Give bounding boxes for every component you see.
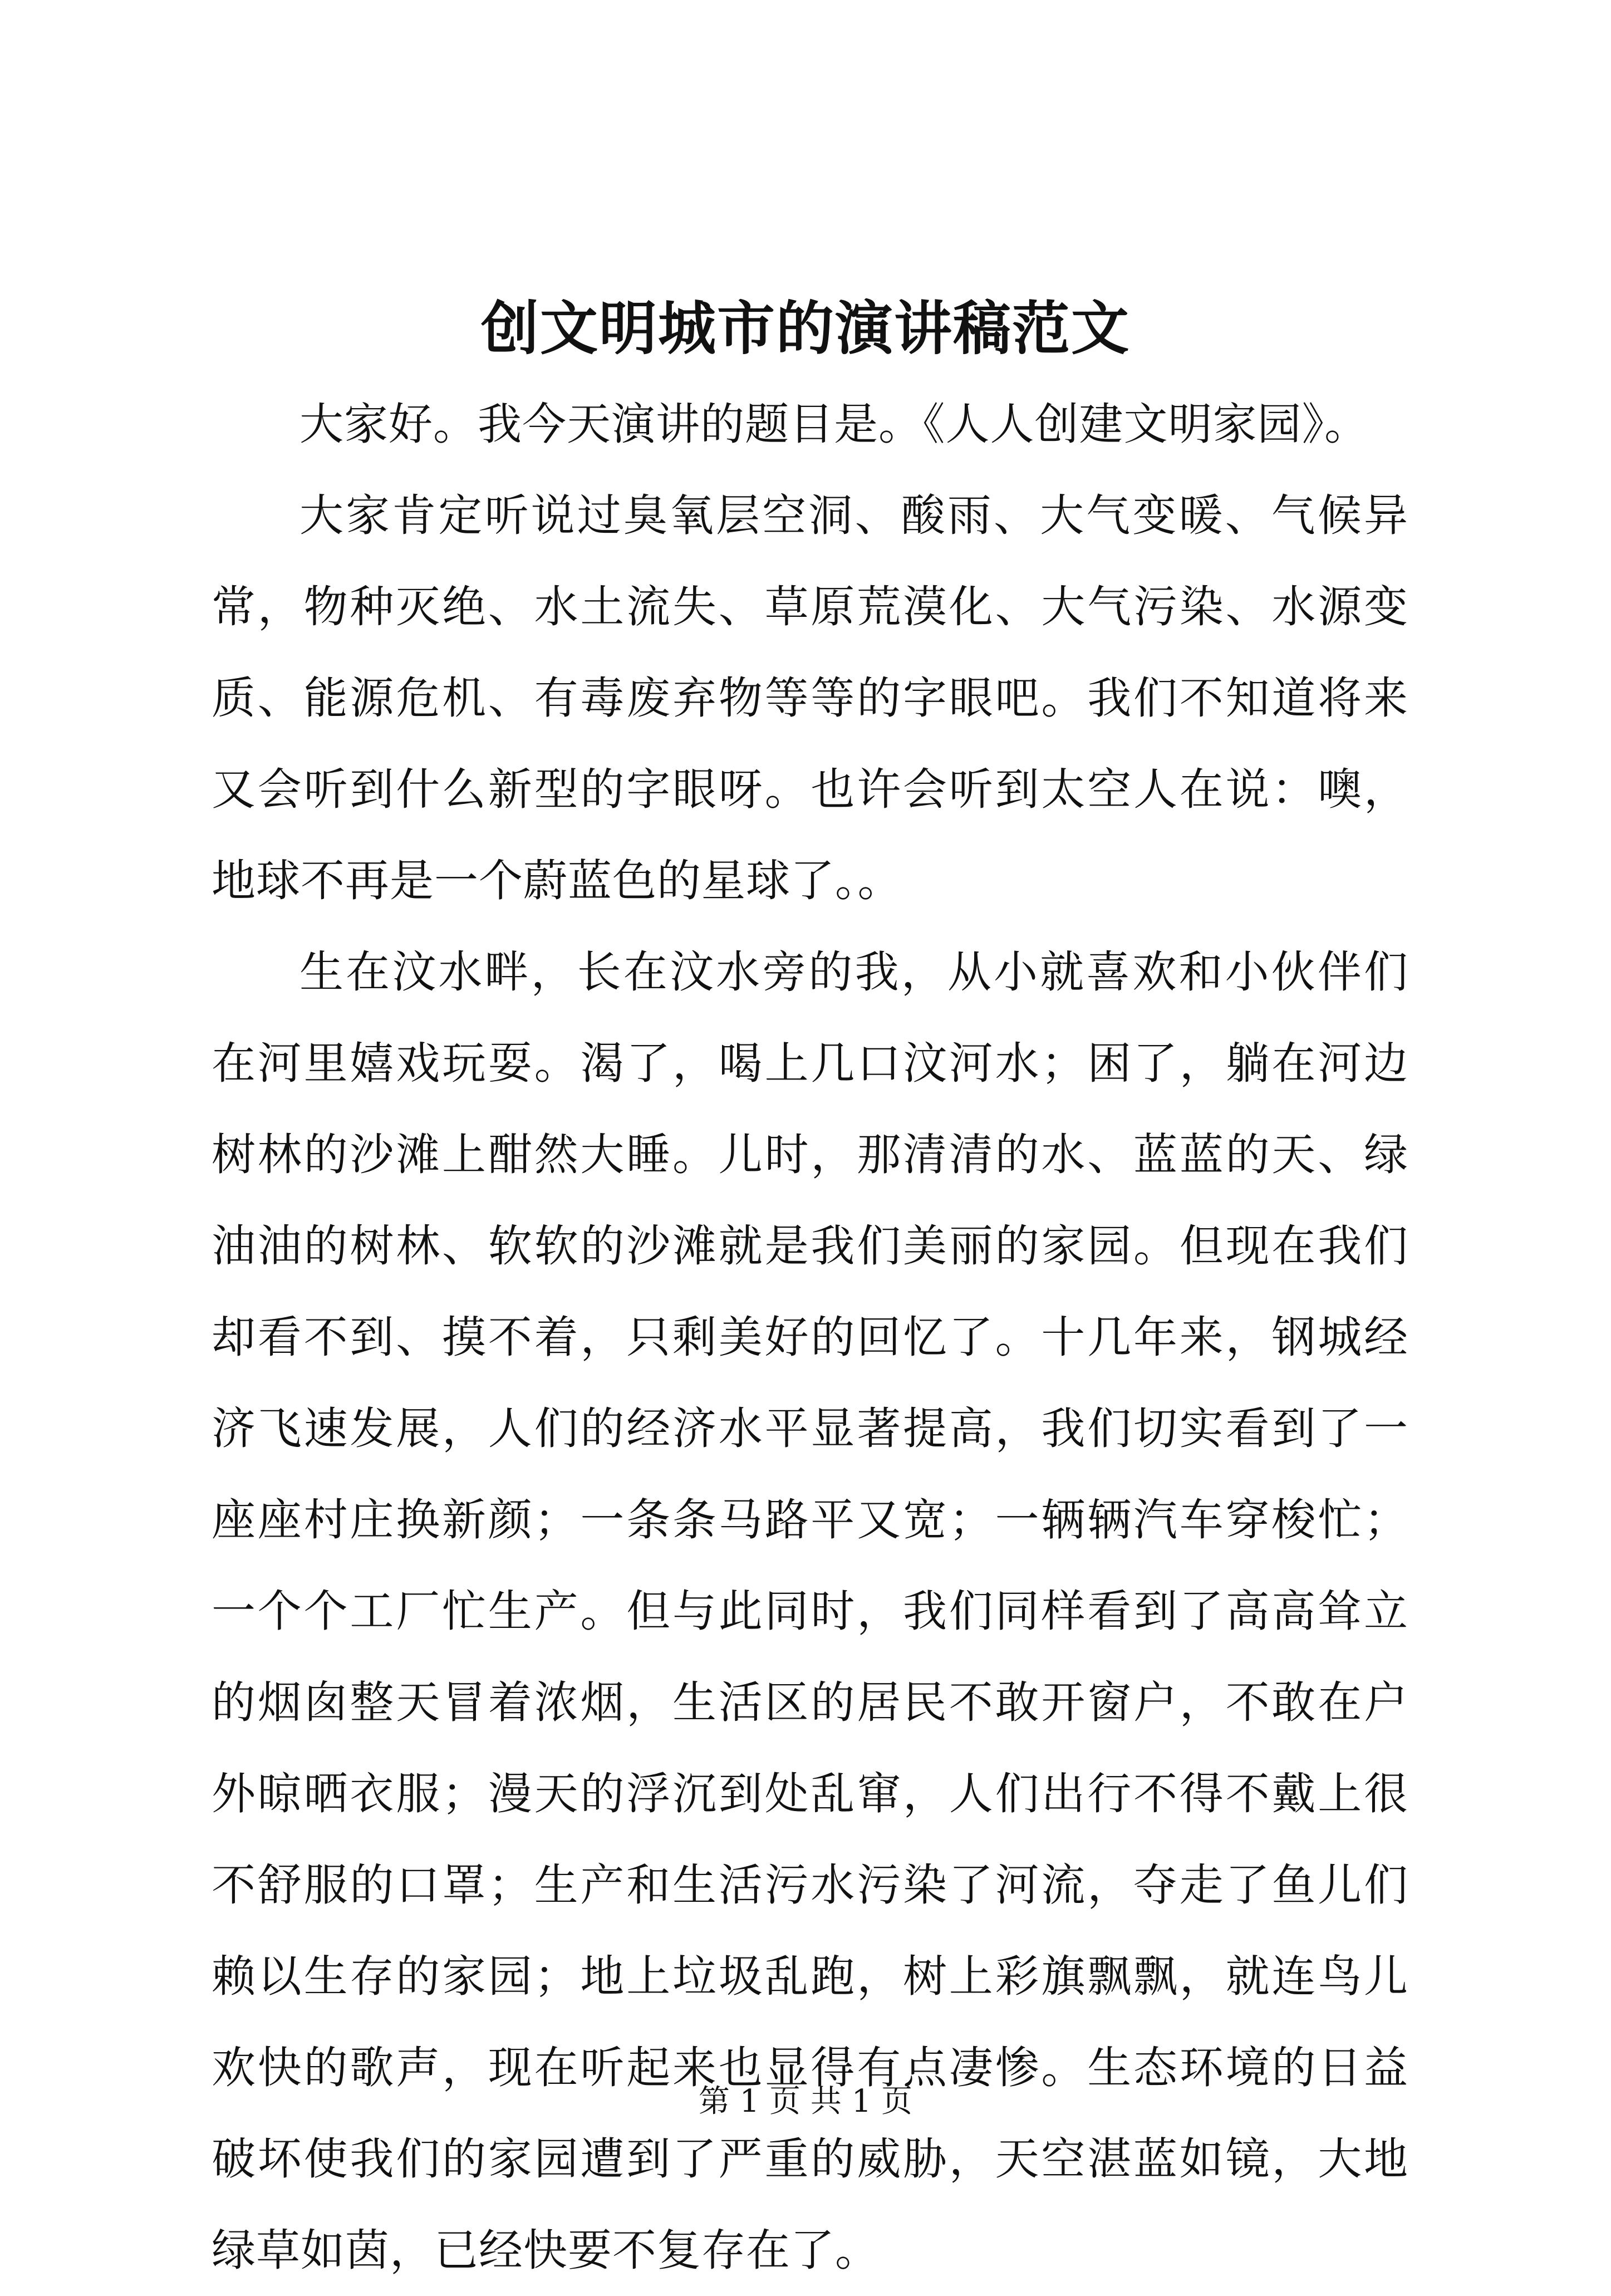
paragraph-environment-problems: 大家肯定听说过臭氧层空洞、酸雨、大气变暖、气候异常，物种灭绝、水土流失、草原荒漠化、大气污染、水源变质、能源危机、有毒废弃物等等的字眼吧。我们不知道将来又会听到什么新型的字眼呀。也许会听到太空人在说：噢，地球不再是一个蔚蓝色的星球了。。 [212,490,1408,906]
paragraph-hometown: 生在汶水畔，长在汶水旁的我，从小就喜欢和小伙伴们在河里嬉戏玩耍。渴了，喝上几口汶河水；困了，躺在河边树林的沙滩上酣然大睡。儿时，那清清的水、蓝蓝的天、绿油油的树林、软软的沙滩就是我们美丽的家园。但现在我们却看不到、摸不着，只剩美好的回忆了。十几年来，钢城经济飞速发展，人们的经济水平显著提高，我们切实看到了一座座村庄换新颜；一条条马路平又宽；一辆辆汽车穿梭忙；一个个工厂忙生产。但与此同时，我们同样看到了高高耸立的烟囱整天冒着浓烟，生活区的居民不敢开窗户，不敢在户外晾晒衣服；漫天的浮沉到处乱窜，人们出行不得不戴上很不舒服的口罩；生产和生活污水污染了河流，夺走了鱼儿们赖以生存的家园；地上垃圾乱跑，树上彩旗飘飘，就连鸟儿欢快的歌声，现在听起来也显得有点凄惨。生态环境的日益破坏使我们的家园遭到了严重的威胁，天空湛蓝如镜，大地绿草如茵，已经快要不复存在了。 [212,946,1408,2276]
page-footer: 第 1 页 共 1 页 [698,2083,913,2120]
document-title: 创文明城市的演讲稿范文 [480,294,1130,362]
paragraph-greeting: 大家好。我今天演讲的题目是。《人人创建文明家园》。 [299,399,1369,450]
document-body [212,379,1408,2296]
